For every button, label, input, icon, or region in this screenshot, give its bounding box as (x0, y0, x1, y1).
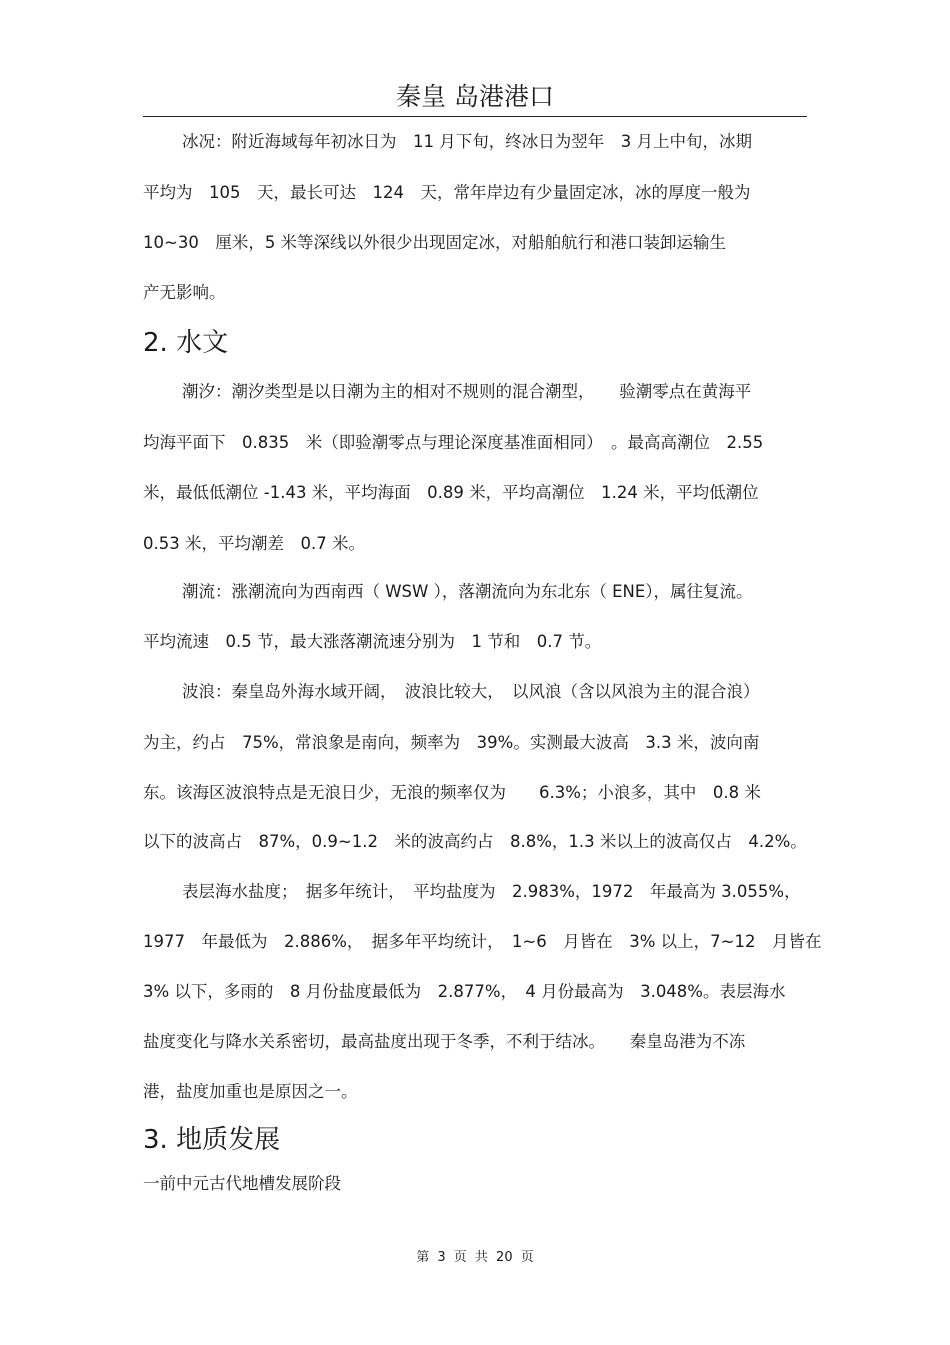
salinity-paragraph-line: 表层海水盐度； 据多年统计， 平均盐度为 2.983%，1972 年最高为 3.055%， (182, 882, 801, 901)
tide-paragraph-line: 米，最低低潮位 -1.43 米，平均海面 0.89 米，平均高潮位 1.24 米，平均低潮位 (143, 483, 759, 502)
page-number: 第 3 页 共 20 页 (416, 1250, 534, 1265)
section-heading-hydrology: 2. 水文 (143, 328, 229, 358)
wave-paragraph-line: 以下的波高占 87%，0.9~1.2 米的波高约占 8.8%，1.3 米以上的波高仅占 4.2%。 (143, 832, 807, 851)
geology-paragraph-line: 一前中元古代地槽发展阶段 (143, 1174, 341, 1193)
tide-paragraph-line: 均海平面下 0.835 米（即验潮零点与理论深度基准面相同） 。最高高潮位 2.55 (143, 433, 764, 452)
wave-paragraph-line: 波浪：秦皇岛外海水域开阔， 波浪比较大， 以风浪（含以风浪为主的混合浪） (182, 682, 760, 701)
wave-paragraph-line: 为主，约占 75%，常浪象是南向，频率为 39%。实测最大波高 3.3 米，波向南 (143, 733, 760, 752)
tide-paragraph-line: 潮汐：潮汐类型是以日潮为主的相对不规则的混合潮型， 验潮零点在黄海平 (182, 382, 752, 401)
ice-paragraph-line: 冰况：附近海域每年初冰日为 11 月下旬，终冰日为翌年 3 月上中旬，冰期 (182, 132, 752, 151)
page-title: 秦皇 岛港港口 (396, 82, 554, 111)
ice-paragraph-line: 平均为 105 天，最长可达 124 天，常年岸边有少量固定冰，冰的厚度一般为 (143, 183, 751, 202)
section-heading-geology: 3. 地质发展 (143, 1125, 281, 1155)
current-paragraph-line: 潮流：涨潮流向为西南西（ WSW ），落潮流向为东北东（ ENE），属往复流。 (182, 582, 753, 601)
current-paragraph-line: 平均流速 0.5 节，最大涨落潮流速分别为 1 节和 0.7 节。 (143, 632, 602, 651)
salinity-paragraph-line: 盐度变化与降水关系密切，最高盐度出现于冬季，不利于结冰。 秦皇岛港为不冻 (143, 1032, 746, 1051)
salinity-paragraph-line: 3% 以下，多雨的 8 月份盐度最低为 2.877%， 4 月份最高为 3.048%。表层海水 (143, 982, 786, 1001)
tide-paragraph-line: 0.53 米，平均潮差 0.7 米。 (143, 534, 365, 553)
header-divider (143, 116, 807, 117)
wave-paragraph-line: 东。该海区波浪特点是无浪日少，无浪的频率仅为 6.3%；小浪多，其中 0.8 米 (143, 783, 761, 802)
salinity-paragraph-line: 港，盐度加重也是原因之一。 (143, 1082, 358, 1101)
ice-paragraph-line: 产无影响。 (143, 283, 226, 302)
ice-paragraph-line: 10~30 厘米，5 米等深线以外很少出现固定冰，对船舶航行和港口装卸运输生 (143, 233, 727, 252)
salinity-paragraph-line: 1977 年最低为 2.886%， 据多年平均统计， 1~6 月皆在 3% 以上，7~12 月皆在 (143, 932, 822, 951)
